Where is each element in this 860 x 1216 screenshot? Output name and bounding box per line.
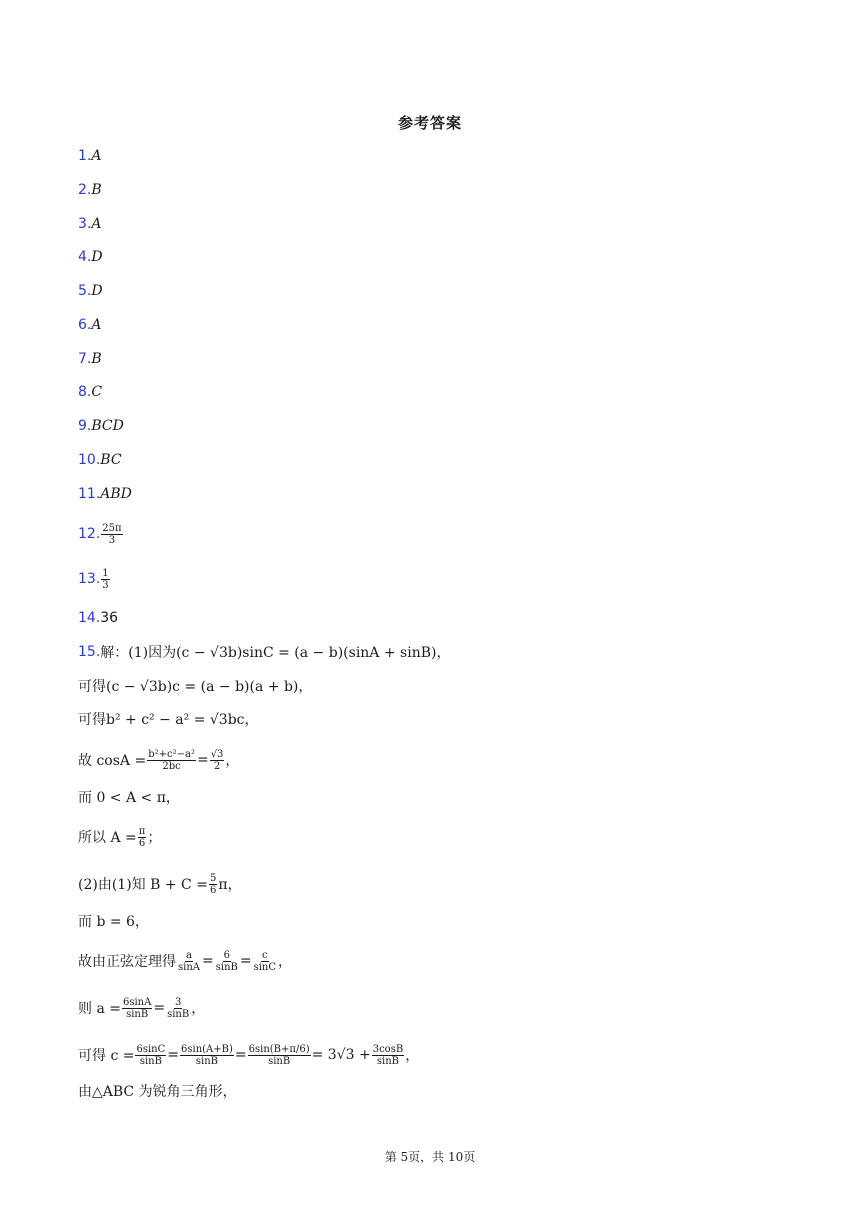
answer-row — [78, 382, 102, 402]
solution-line: 所以 A = $\frac{\pi}{6}$ ； — [78, 825, 162, 849]
answer-value: A — [91, 216, 102, 232]
answer-value: D — [91, 283, 103, 299]
fraction: $\frac{\pi}{6}$ — [138, 825, 146, 849]
page-title: 参考答案 — [397, 114, 462, 132]
solution-line: 则 a = $\frac{6\sin A}{\sin B}$ = $\frac{3}{\sin B}$ ， — [78, 996, 206, 1020]
question-number: 5. — [78, 283, 92, 299]
answer-row — [78, 247, 103, 267]
fraction: $\frac{6\sin A}{\sin B}$ — [122, 996, 152, 1020]
question-number: 11. — [78, 486, 101, 502]
question-number: 15. — [78, 644, 101, 660]
question-number: 13. — [78, 571, 101, 587]
fraction: $\frac{\text{b²+c²−a²}}{2bc}$ — [148, 748, 195, 772]
question-number: 12. — [78, 526, 101, 542]
question-number: 1. — [78, 148, 92, 164]
answer-row — [78, 521, 124, 547]
question-number: 4. — [78, 249, 92, 265]
fraction: $\frac{√3}{2}$ — [210, 748, 224, 772]
question-number: 8. — [78, 384, 92, 400]
solution-line: (2)由(1)知 B + C = $\frac{5}{6}$ π， — [78, 872, 242, 896]
fraction: $\frac{6\sin(B+\pi/6)}{\sin B}$ — [248, 1043, 310, 1067]
answer-value: BCD — [91, 418, 124, 434]
page-footer: 第 5页，共 10页 — [384, 1150, 476, 1164]
question-number: 9. — [78, 418, 92, 434]
solution-line: 可得(c − √3b)c = (a − b)(a + b)， — [78, 679, 313, 695]
question-number: 14. — [78, 610, 101, 626]
answer-row — [78, 281, 103, 301]
question-number: 10. — [78, 452, 101, 468]
fraction: $\frac{5}{6}$ — [209, 872, 217, 896]
solution-line: 可得 c = $\frac{6\sin C}{\sin B}$ = $\frac{6\sin(A+B)}{\sin B}$ = $\frac{6\sin(B+\pi/6)}{\sin B}$ = 3√3 + $\frac{3\cos B}{\sin B}$ ， — [78, 1043, 420, 1067]
solution-line: 故由正弦定理得 $\frac{a}{\sin A}$ = $\frac{6}{\sin B}$ = $\frac{c}{\sin C}$ ， — [78, 949, 293, 973]
answer-row — [78, 608, 118, 628]
answer-value: 36 — [100, 610, 119, 626]
answer-row — [78, 349, 102, 369]
solution-line: 而 b = 6， — [78, 914, 149, 930]
answer-row — [78, 416, 124, 436]
answer-row — [78, 214, 101, 234]
fraction: $\frac{c}{\sin C}$ — [253, 949, 277, 973]
answer-value: B — [91, 351, 102, 367]
fraction: $\frac{3}{\sin B}$ — [167, 996, 190, 1020]
answer-value: D — [91, 249, 103, 265]
question-number: 3. — [78, 216, 92, 232]
fraction: $\frac{1}{3}$ — [102, 567, 109, 591]
answer-value: BC — [100, 452, 122, 468]
question-number: 7. — [78, 351, 92, 367]
answer-value: B — [91, 182, 102, 198]
answer-row — [78, 566, 111, 592]
fraction: $\frac{a}{\sin A}$ — [178, 949, 200, 973]
fraction: $\frac{6\sin(A+B)}{\sin B}$ — [181, 1043, 233, 1067]
solution-line: 故 cosA = $\frac{\text{b²+c²−a²}}{2bc}$ = $\frac{√3}{2}$ ， — [78, 748, 240, 772]
answer-value: A — [91, 317, 102, 333]
fraction: $\frac{3\cos B}{\sin B}$ — [372, 1043, 404, 1067]
answer-value: ABD — [100, 486, 132, 502]
answer-row — [78, 315, 101, 335]
answer-row — [78, 180, 102, 200]
fraction: $\frac{25\pi}{3}$ — [102, 522, 122, 546]
solution-line: 而 0 < A < π， — [78, 790, 180, 806]
solution-line: 可得b² + c² − a² = √3bc， — [78, 712, 259, 728]
fraction: $\frac{6\sin C}{\sin B}$ — [136, 1043, 166, 1067]
question-number: 6. — [78, 317, 92, 333]
answer-value: A — [91, 148, 102, 164]
question-number: 2. — [78, 182, 92, 198]
answer-row — [78, 450, 122, 470]
answer-row — [78, 484, 132, 504]
fraction: $\frac{6}{\sin B}$ — [215, 949, 238, 973]
answer-value: C — [91, 384, 103, 400]
solution-line: 15. 解：(1)因为(c − √3b)sinC = (a − b)(sinA + sinB)， — [78, 644, 451, 661]
answer-row — [78, 146, 101, 166]
solution-line: 由△ABC 为锐角三角形， — [78, 1084, 237, 1100]
